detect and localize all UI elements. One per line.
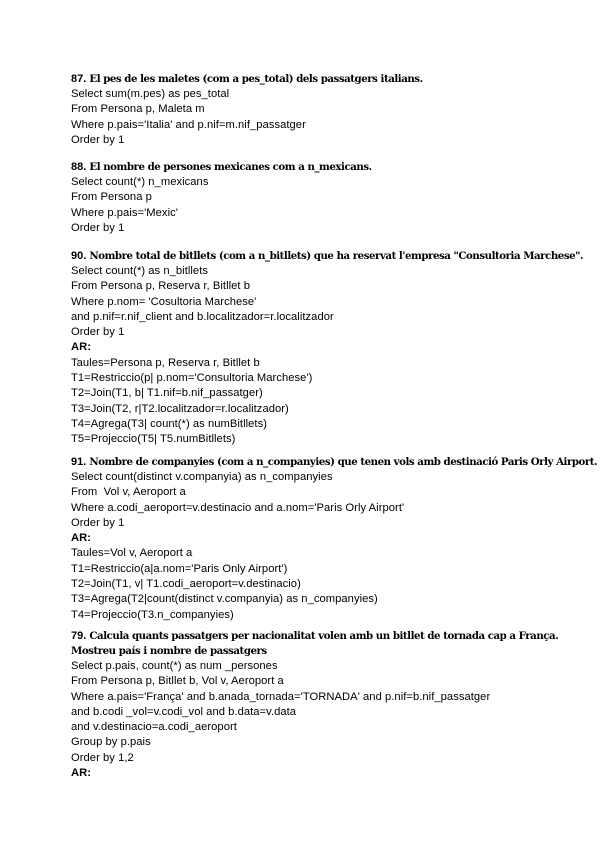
- sql-line: Where a.pais='França' and b.anada_tornada='TORNADA' and p.nif=b.nif_passatger: [71, 690, 491, 703]
- exercise-91: [71, 455, 598, 623]
- ar-label: AR:: [71, 532, 92, 545]
- sql-line: From Vol v, Aeroport a: [71, 486, 186, 499]
- sql-line: From Persona p, Bitllet b, Vol v, Aeroport a: [71, 675, 284, 688]
- ar-line: Taules=Persona p, Reserva r, Bitllet b: [71, 356, 260, 369]
- sql-line: Select count(*) n_mexicans: [71, 176, 209, 188]
- sql-line: Where p.nom= 'Cosultoria Marchese': [71, 295, 257, 308]
- ar-line: T1=Restriccio(p| p.nom='Consultoria Marchese'): [71, 372, 313, 385]
- sql-line: and b.codi _vol=v.codi_vol and b.data=v.data: [71, 705, 297, 718]
- sql-line: Where p.pais='Italia' and p.nif=m.nif_passatger: [71, 118, 306, 131]
- exercise-title: 87. El pes de les maletes (com a pes_total) dels passatgers italians.: [71, 73, 423, 85]
- sql-line: Select p.pais, count(*) as num _persones: [71, 660, 278, 672]
- ar-line: T3=Join(T2, r|T2.localitzador=r.localitzador): [71, 402, 289, 415]
- ar-line: Taules=Vol v, Aeroport a: [71, 547, 193, 560]
- exercise-title: 91. Nombre de companyies (com a n_companyies) que tenen vols amb destinació Paris Orly Airport.: [71, 456, 598, 468]
- sql-line: Order by 1: [71, 221, 125, 234]
- exercise-88: [71, 160, 591, 236]
- sql-line: Order by 1: [71, 133, 125, 146]
- sql-line: Order by 1: [71, 326, 125, 339]
- exercise-79: [71, 629, 591, 781]
- sql-line: From Persona p, Maleta m: [71, 103, 205, 116]
- exercise-title: 90. Nombre total de bitllets (com a n_bitllets) que ha reservat l'empresa "Consultoria Marchese".: [71, 250, 584, 262]
- sql-line: Group by p.pais: [71, 736, 151, 749]
- sql-line: Where p.pais='Mexic': [71, 206, 178, 219]
- sql-line: and p.nif=r.nif_client and b.localitzador=r.localitzador: [71, 310, 334, 323]
- sql-line: Order by 1: [71, 516, 125, 529]
- exercise-87: [71, 72, 591, 148]
- ar-line: T5=Projeccio(T5| T5.numBitllets): [71, 433, 236, 446]
- ar-line: T3=Agrega(T2|count(distinct v.companyia) as n_companyies): [71, 593, 378, 606]
- ar-label: AR:: [71, 341, 92, 354]
- ar-line: T2=Join(T1, b| T1.nif=b.nif_passatger): [71, 387, 263, 400]
- ar-line: T2=Join(T1, v| T1.codi_aeroport=v.destinacio): [71, 578, 301, 591]
- sql-line: Order by 1,2: [71, 751, 134, 764]
- sql-line: From Persona p: [71, 191, 152, 204]
- sql-line: Select count(*) as n_bitllets: [71, 265, 209, 277]
- sql-line: and v.destinacio=a.codi_aeroport: [71, 721, 237, 734]
- ar-line: T4=Agrega(T3| count(*) as numBitllets): [71, 417, 268, 430]
- sql-line: Select count(distinct v.companyia) as n_companyies: [71, 471, 333, 483]
- sql-line: Select sum(m.pes) as pes_total: [71, 88, 230, 100]
- sql-line: Where a.codi_aeroport=v.destinacio and a.nom='Paris Orly Airport': [71, 501, 405, 514]
- exercise-title-continued: Mostreu país i nombre de passatgers: [71, 645, 267, 657]
- ar-label: AR:: [71, 767, 92, 780]
- exercise-title: 79. Calcula quants passatgers per nacionalitat volen amb un bitllet de tornada cap a França.: [71, 630, 559, 642]
- ar-line: T1=Restriccio(a|a.nom='Paris Only Airport'): [71, 562, 288, 575]
- exercise-title: 88. El nombre de persones mexicanes com a n_mexicans.: [71, 161, 372, 173]
- sql-line: From Persona p, Reserva r, Bitllet b: [71, 280, 251, 293]
- ar-line: T4=Projeccio(T3.n_companyies): [71, 608, 234, 621]
- exercise-90: [71, 249, 591, 448]
